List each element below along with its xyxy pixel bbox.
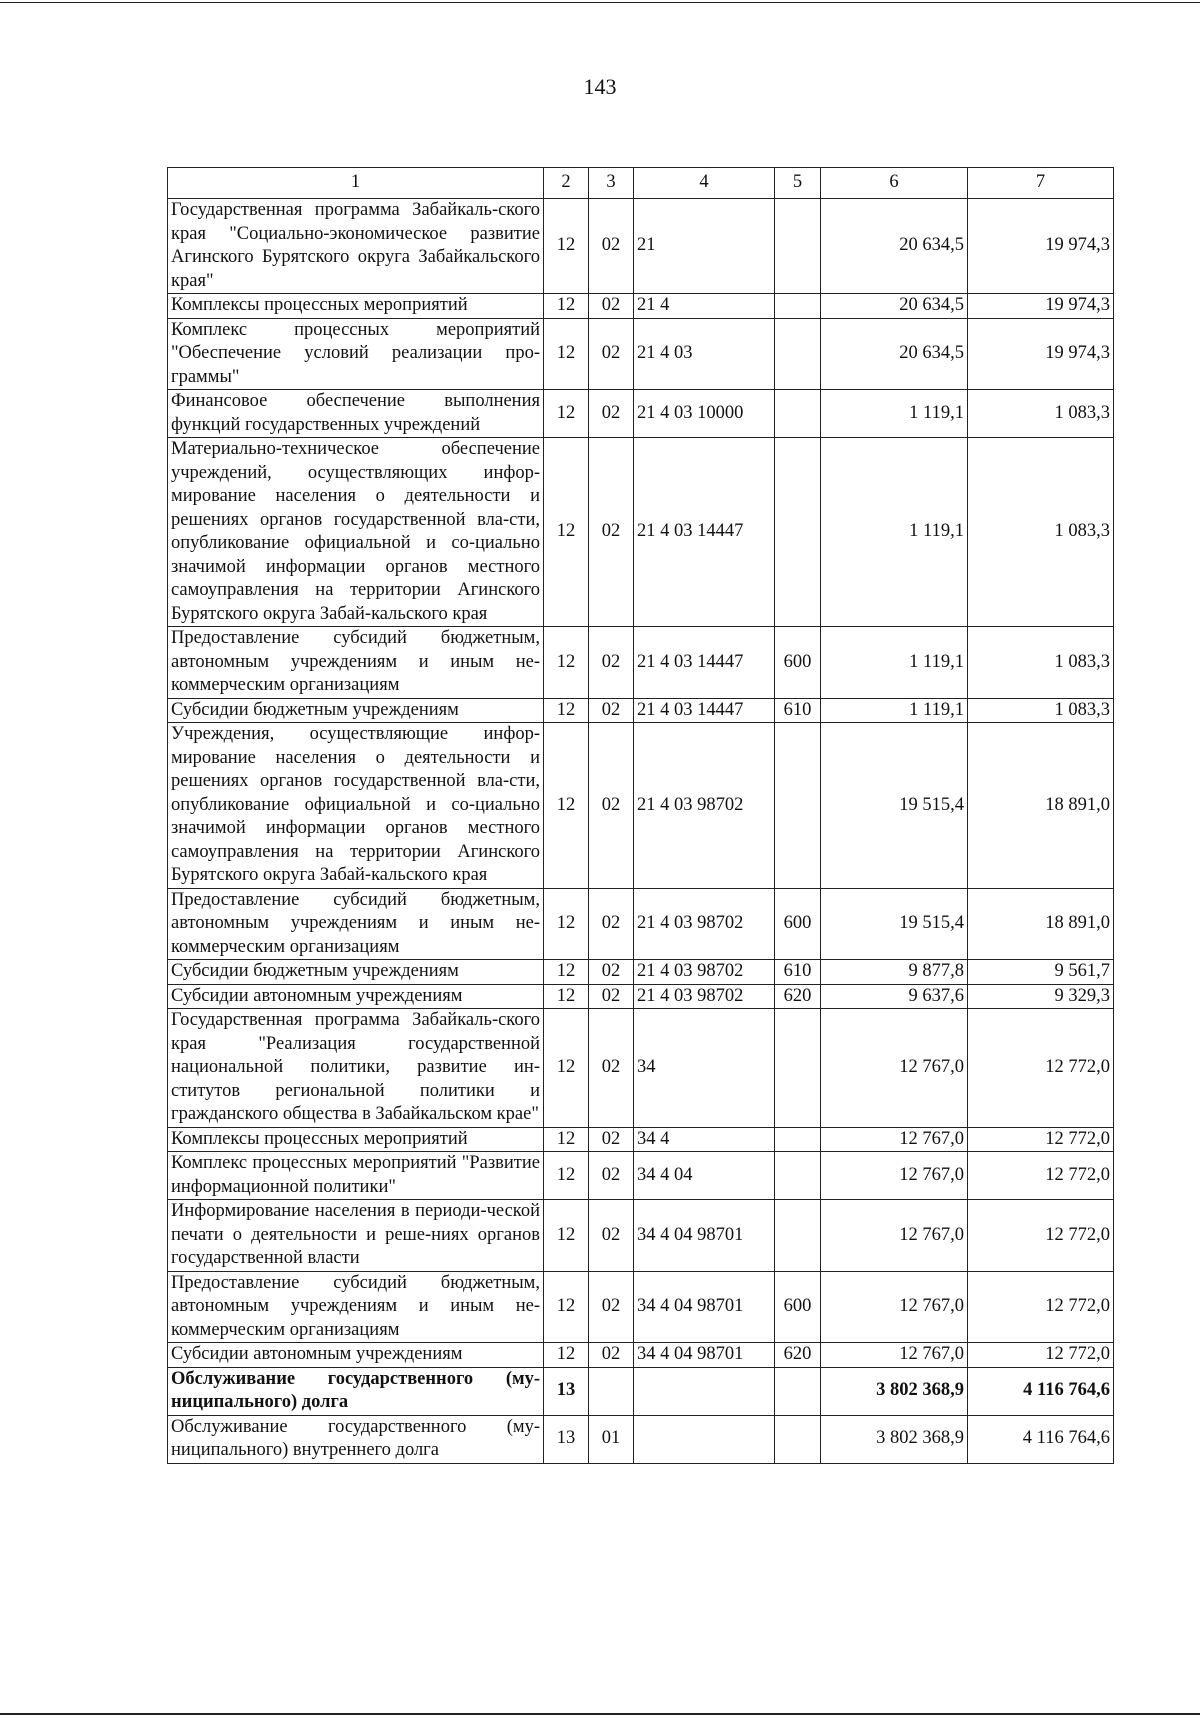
row-subsection-cell: 02 xyxy=(589,698,634,723)
row-amount-col6-cell: 20 634,5 xyxy=(821,294,968,319)
row-section-cell: 13 xyxy=(544,1415,589,1463)
row-amount-col7-cell: 19 974,3 xyxy=(968,294,1114,319)
table-row xyxy=(168,984,1114,1009)
row-name-cell: Субсидии бюджетным учреждениям xyxy=(168,698,544,723)
row-expense-type-cell xyxy=(775,1127,821,1152)
table-row xyxy=(168,1152,1114,1200)
row-expense-type-cell: 620 xyxy=(775,984,821,1009)
table-row xyxy=(168,390,1114,438)
row-section-cell: 12 xyxy=(544,318,589,390)
row-section-cell: 12 xyxy=(544,438,589,627)
row-expense-type-cell: 610 xyxy=(775,698,821,723)
column-header-1: 1 xyxy=(168,168,544,199)
row-subsection-cell: 02 xyxy=(589,1271,634,1343)
row-expense-type-cell xyxy=(775,1009,821,1128)
row-name-cell: Комплексы процессных мероприятий xyxy=(168,1127,544,1152)
row-amount-col6-cell: 1 119,1 xyxy=(821,698,968,723)
table-row xyxy=(168,1200,1114,1272)
row-target-code-cell: 21 4 03 98702 xyxy=(634,888,775,960)
row-expense-type-cell: 600 xyxy=(775,627,821,699)
table-row xyxy=(168,1343,1114,1368)
table-row xyxy=(168,318,1114,390)
row-subsection-cell: 02 xyxy=(589,960,634,985)
row-amount-col6-cell: 3 802 368,9 xyxy=(821,1367,968,1415)
row-name-cell: Предоставление субсидий бюджетным, автономным учреждениям и иным не-коммерческим организациям xyxy=(168,1271,544,1343)
column-header-5: 5 xyxy=(775,168,821,199)
row-section-cell: 12 xyxy=(544,1009,589,1128)
row-name-cell: Субсидии автономным учреждениям xyxy=(168,984,544,1009)
row-amount-col7-cell: 9 329,3 xyxy=(968,984,1114,1009)
row-amount-col7-cell: 4 116 764,6 xyxy=(968,1415,1114,1463)
row-section-cell: 12 xyxy=(544,723,589,889)
row-expense-type-cell xyxy=(775,199,821,294)
row-expense-type-cell xyxy=(775,438,821,627)
row-target-code-cell: 34 4 04 98701 xyxy=(634,1271,775,1343)
row-expense-type-cell xyxy=(775,1200,821,1272)
row-name-cell: Учреждения, осуществляющие инфор-мирование населения о деятельности и решениях органов государственной вла-сти, опубликование официальной и со-циально значимой информации органов местного самоуправления на территории Агинского Бурятского округа Забай-кальского края xyxy=(168,723,544,889)
row-target-code-cell: 21 xyxy=(634,199,775,294)
row-name-cell: Комплекс процессных мероприятий "Развитие информационной политики" xyxy=(168,1152,544,1200)
row-expense-type-cell xyxy=(775,318,821,390)
row-target-code-cell: 21 4 03 98702 xyxy=(634,723,775,889)
table-body xyxy=(168,199,1114,1464)
table-row xyxy=(168,199,1114,294)
row-subsection-cell: 02 xyxy=(589,627,634,699)
row-target-code-cell: 34 4 04 98701 xyxy=(634,1200,775,1272)
column-header-7: 7 xyxy=(968,168,1114,199)
row-expense-type-cell xyxy=(775,1415,821,1463)
bottom-edge-line xyxy=(0,1713,1200,1715)
table-row xyxy=(168,698,1114,723)
row-name-cell: Комплекс процессных мероприятий "Обеспечение условий реализации про-граммы" xyxy=(168,318,544,390)
top-edge-line xyxy=(0,2,1200,3)
row-target-code-cell: 21 4 03 14447 xyxy=(634,698,775,723)
row-amount-col6-cell: 9 877,8 xyxy=(821,960,968,985)
table-row xyxy=(168,1367,1114,1415)
row-expense-type-cell: 610 xyxy=(775,960,821,985)
table-row xyxy=(168,960,1114,985)
row-target-code-cell xyxy=(634,1415,775,1463)
row-amount-col7-cell: 1 083,3 xyxy=(968,390,1114,438)
row-amount-col6-cell: 19 515,4 xyxy=(821,888,968,960)
row-target-code-cell: 34 xyxy=(634,1009,775,1128)
row-target-code-cell: 21 4 03 xyxy=(634,318,775,390)
column-header-3: 3 xyxy=(589,168,634,199)
row-target-code-cell: 21 4 03 98702 xyxy=(634,960,775,985)
table-row xyxy=(168,627,1114,699)
row-amount-col6-cell: 20 634,5 xyxy=(821,199,968,294)
row-amount-col6-cell: 1 119,1 xyxy=(821,390,968,438)
row-subsection-cell: 02 xyxy=(589,723,634,889)
row-subsection-cell: 02 xyxy=(589,318,634,390)
row-name-cell: Государственная программа Забайкаль-ского края "Социально-экономическое развитие Агинского Бурятского округа Забайкальского края" xyxy=(168,199,544,294)
row-name-cell: Информирование населения в периоди-ческой печати о деятельности и реше-ниях органов государственной власти xyxy=(168,1200,544,1272)
row-amount-col7-cell: 1 083,3 xyxy=(968,438,1114,627)
row-section-cell: 12 xyxy=(544,627,589,699)
row-subsection-cell: 02 xyxy=(589,888,634,960)
table-row xyxy=(168,723,1114,889)
row-amount-col7-cell: 1 083,3 xyxy=(968,627,1114,699)
row-amount-col7-cell: 18 891,0 xyxy=(968,723,1114,889)
row-amount-col6-cell: 3 802 368,9 xyxy=(821,1415,968,1463)
row-amount-col6-cell: 12 767,0 xyxy=(821,1343,968,1368)
row-subsection-cell: 02 xyxy=(589,390,634,438)
row-name-cell: Субсидии бюджетным учреждениям xyxy=(168,960,544,985)
column-header-4: 4 xyxy=(634,168,775,199)
row-amount-col6-cell: 9 637,6 xyxy=(821,984,968,1009)
row-section-cell: 12 xyxy=(544,1152,589,1200)
row-subsection-cell: 02 xyxy=(589,199,634,294)
row-target-code-cell xyxy=(634,1367,775,1415)
column-header-6: 6 xyxy=(821,168,968,199)
table-row xyxy=(168,888,1114,960)
row-expense-type-cell xyxy=(775,294,821,319)
row-amount-col7-cell: 1 083,3 xyxy=(968,698,1114,723)
row-amount-col6-cell: 20 634,5 xyxy=(821,318,968,390)
row-amount-col7-cell: 19 974,3 xyxy=(968,199,1114,294)
row-amount-col6-cell: 1 119,1 xyxy=(821,438,968,627)
row-section-cell: 12 xyxy=(544,698,589,723)
row-subsection-cell: 02 xyxy=(589,1200,634,1272)
row-target-code-cell: 34 4 xyxy=(634,1127,775,1152)
table-row xyxy=(168,438,1114,627)
row-amount-col6-cell: 12 767,0 xyxy=(821,1200,968,1272)
row-amount-col7-cell: 9 561,7 xyxy=(968,960,1114,985)
row-amount-col7-cell: 12 772,0 xyxy=(968,1152,1114,1200)
row-target-code-cell: 34 4 04 98701 xyxy=(634,1343,775,1368)
table-header-row xyxy=(168,168,1114,199)
row-section-cell: 12 xyxy=(544,984,589,1009)
row-subsection-cell: 02 xyxy=(589,1009,634,1128)
row-name-cell: Финансовое обеспечение выполнения функций государственных учреждений xyxy=(168,390,544,438)
row-expense-type-cell xyxy=(775,1367,821,1415)
row-section-cell: 13 xyxy=(544,1367,589,1415)
row-amount-col6-cell: 19 515,4 xyxy=(821,723,968,889)
row-subsection-cell: 02 xyxy=(589,984,634,1009)
row-amount-col6-cell: 12 767,0 xyxy=(821,1152,968,1200)
row-amount-col6-cell: 12 767,0 xyxy=(821,1009,968,1128)
table-row xyxy=(168,1127,1114,1152)
row-section-cell: 12 xyxy=(544,960,589,985)
row-subsection-cell: 02 xyxy=(589,438,634,627)
row-expense-type-cell xyxy=(775,1152,821,1200)
row-expense-type-cell: 600 xyxy=(775,888,821,960)
row-amount-col7-cell: 18 891,0 xyxy=(968,888,1114,960)
row-section-cell: 12 xyxy=(544,1343,589,1368)
row-target-code-cell: 21 4 xyxy=(634,294,775,319)
row-target-code-cell: 21 4 03 10000 xyxy=(634,390,775,438)
row-name-cell: Обслуживание государственного (му-ниципального) долга xyxy=(168,1367,544,1415)
row-amount-col6-cell: 12 767,0 xyxy=(821,1127,968,1152)
row-section-cell: 12 xyxy=(544,1271,589,1343)
row-target-code-cell: 34 4 04 xyxy=(634,1152,775,1200)
table-row xyxy=(168,294,1114,319)
row-name-cell: Комплексы процессных мероприятий xyxy=(168,294,544,319)
row-subsection-cell: 02 xyxy=(589,1152,634,1200)
row-target-code-cell: 21 4 03 14447 xyxy=(634,438,775,627)
row-subsection-cell: 02 xyxy=(589,1127,634,1152)
row-name-cell: Материально-техническое обеспечение учреждений, осуществляющих инфор-мирование населения о деятельности и решениях органов государственной вла-сти, опубликование официальной и со-циально значимой информации органов местного самоуправления на территории Агинского Бурятского округа Забай-кальского края xyxy=(168,438,544,627)
row-expense-type-cell: 620 xyxy=(775,1343,821,1368)
row-subsection-cell xyxy=(589,1367,634,1415)
row-amount-col7-cell: 12 772,0 xyxy=(968,1343,1114,1368)
row-amount-col7-cell: 19 974,3 xyxy=(968,318,1114,390)
table-row xyxy=(168,1271,1114,1343)
budget-table xyxy=(167,167,1114,1464)
row-target-code-cell: 21 4 03 98702 xyxy=(634,984,775,1009)
row-section-cell: 12 xyxy=(544,294,589,319)
row-name-cell: Субсидии автономным учреждениям xyxy=(168,1343,544,1368)
row-section-cell: 12 xyxy=(544,390,589,438)
table-row xyxy=(168,1009,1114,1128)
row-subsection-cell: 01 xyxy=(589,1415,634,1463)
row-target-code-cell: 21 4 03 14447 xyxy=(634,627,775,699)
row-name-cell: Государственная программа Забайкаль-ского края "Реализация государственной национальной политики, развитие ин-ститутов региональной политики и гражданского общества в Забайкальском крае" xyxy=(168,1009,544,1128)
row-amount-col6-cell: 12 767,0 xyxy=(821,1271,968,1343)
table-row xyxy=(168,1415,1114,1463)
row-name-cell: Предоставление субсидий бюджетным, автономным учреждениям и иным не-коммерческим организациям xyxy=(168,888,544,960)
row-amount-col7-cell: 12 772,0 xyxy=(968,1009,1114,1128)
row-amount-col7-cell: 4 116 764,6 xyxy=(968,1367,1114,1415)
row-amount-col7-cell: 12 772,0 xyxy=(968,1127,1114,1152)
row-section-cell: 12 xyxy=(544,888,589,960)
row-amount-col7-cell: 12 772,0 xyxy=(968,1271,1114,1343)
row-subsection-cell: 02 xyxy=(589,294,634,319)
row-section-cell: 12 xyxy=(544,1127,589,1152)
row-amount-col7-cell: 12 772,0 xyxy=(968,1200,1114,1272)
page-number: 143 xyxy=(583,74,617,99)
row-subsection-cell: 02 xyxy=(589,1343,634,1368)
row-expense-type-cell xyxy=(775,390,821,438)
column-header-2: 2 xyxy=(544,168,589,199)
row-expense-type-cell xyxy=(775,723,821,889)
row-name-cell: Обслуживание государственного (му-ниципального) внутреннего долга xyxy=(168,1415,544,1463)
row-section-cell: 12 xyxy=(544,1200,589,1272)
row-expense-type-cell: 600 xyxy=(775,1271,821,1343)
row-amount-col6-cell: 1 119,1 xyxy=(821,627,968,699)
row-section-cell: 12 xyxy=(544,199,589,294)
row-name-cell: Предоставление субсидий бюджетным, автономным учреждениям и иным не-коммерческим организациям xyxy=(168,627,544,699)
